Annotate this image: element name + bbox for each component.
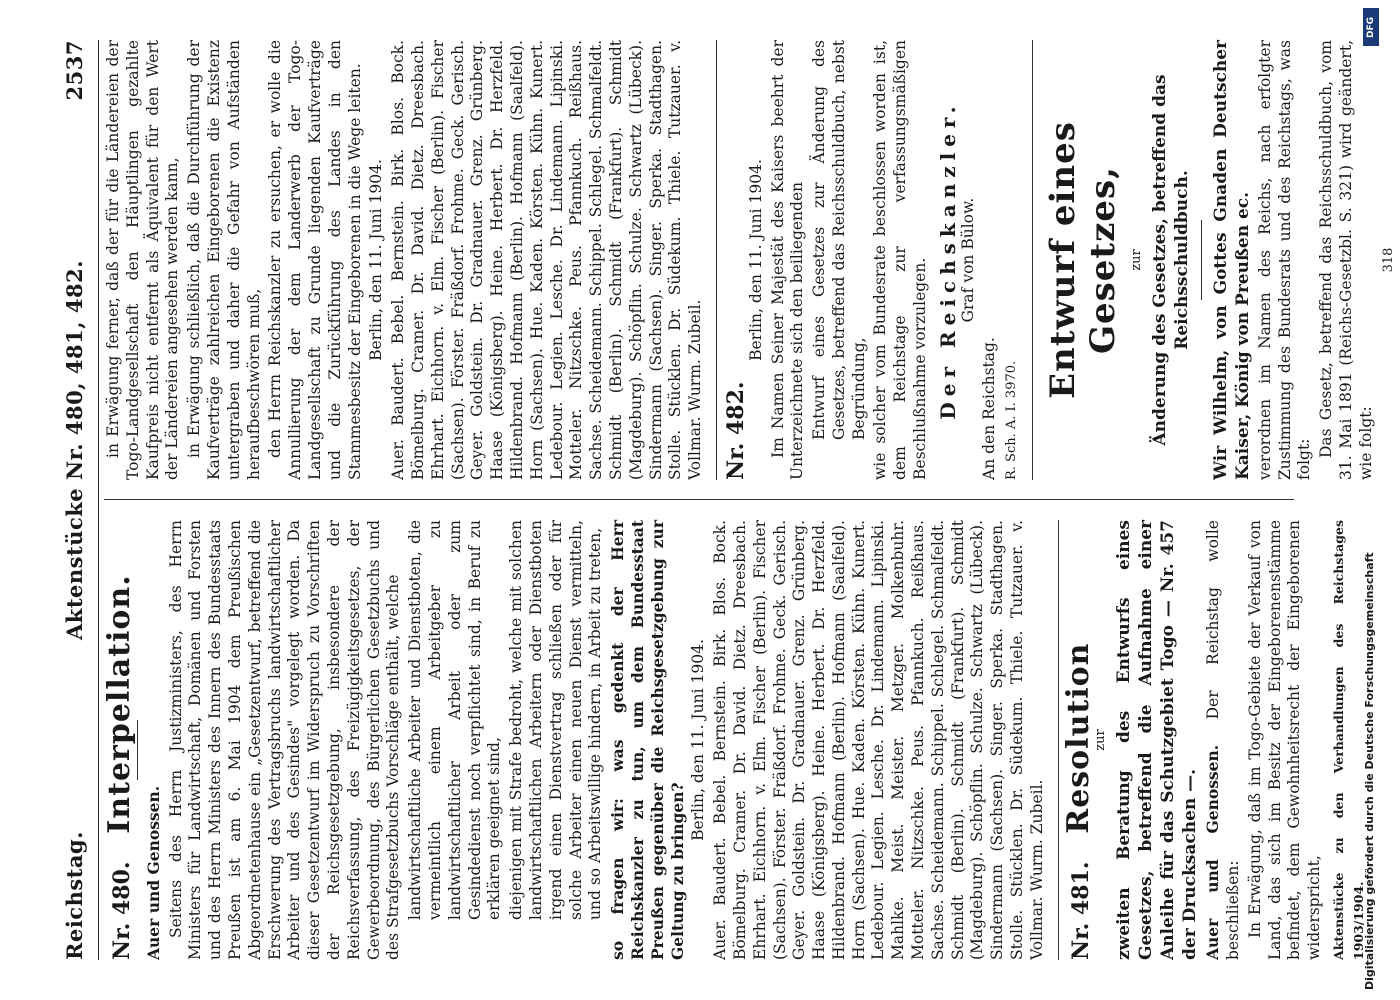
nr481-number: Nr. 481. [1067, 861, 1094, 960]
signature-name: Graf von Bülow. [958, 197, 977, 323]
header-center: Aktenstücke Nr. 480, 481, 482. [62, 260, 87, 640]
section-rule [716, 40, 717, 480]
nr480-number: Nr. 480. [109, 861, 135, 960]
draft-enactment: verordnen im Namen des Reichs, nach erfolgter Zustimmung des Bundesrats und des Reichstags, was folgt: [1255, 40, 1314, 480]
nr482-paragraph-1: Im Namen Seiner Majestät des Kaisers beehrt der Unterzeichnete sich den beiliegenden [768, 40, 807, 480]
page-footer: Aktenstücke zu den Verhandlungen des Reichstages 1903/1904. [1331, 520, 1366, 960]
section-rule [1058, 520, 1059, 960]
draft-article: Das Gesetz, betreffend das Reichsschuldbuch, vom 31. Mai 1891 (Reichs-Gesetzbl. S. 321) wird geändert, wie folgt: [1317, 40, 1375, 480]
draft-title: Entwurf eines Gesetzes, [1043, 121, 1124, 399]
nr480-paragraph: Seitens des Herrn Justizministers, des Herrn Ministers für Landwirtschaft, Domänen und Forsten und des Herrn Ministers des Innern des Bundesstaats Preußen ist am 6. Mai 1904 dem Preußischen Abgeordnetenhause ein „Gesetzentwurf, betreffend die Erschwerung des Vertragsbruchs landwirtschaftlicher Arbeiter und des Gesindes" vorgelegt worden. Da dieser Gesetzentwurf im Widerspruch zu Vorschriften der Reichsgesetzgebung, insbesondere der Reichsverfassung, des Freizügigkeitsgesetzes, der Gewerbeordnung, des Bürgerlichen Gesetzbuchs und des Strafgesetzbuchs Vorschläge enthält, welche [166, 520, 403, 960]
nr480-date: Berlin, den 11. Juni 1904. [689, 639, 708, 841]
nr481-subject: zweiten Beratung des Entwurfs eines Gesetzes, betreffend die Aufnahme einer Anleihe für das Schutzgebiet Togo — Nr. 457 der Drucksachen —. [1114, 520, 1201, 960]
r-signers: Auer. Baudert. Bebel. Bernstein. Birk. Blos. Bock. Bömelburg. Cramer. Dr. David. Dietz. Dreesbach. Ehrhart. Eichhorn. v. Elm. Fischer (Berlin). Fischer (Sachsen). Förster. Fräßdorf. Frohme. Geck. Gerisch. Geyer. Goldstein. Dr. Gradnauer. Grenz. Grünberg. Haase (Königsberg). Heine. Herbert. Dr. Herzfeld. Hildenbrand. Hofmann (Berlin). Hofmann (Saalfeld). Horn (Sachsen). Hue. Kaden. Körsten. Kühn. Kunert. Ledebour. Legien. Lesche. Dr. Lindemann. Lipinski. Motteler. Nitzschke. Peus. Pfannkuch. Reißhaus. Sachse. Scheidemann. Schippel. Schlegel. Schmalfeldt. Schmidt (Berlin). Schmidt (Frankfurt). Schmidt (Magdeburg). Schöpflin. Schulze. Schwartz (Lübeck). Sindermann (Sachsen). Singer. Sperka. Stadthagen. Stolle. Stücklen. Dr. Südekum. Thiele. Tutzauer. v. Vollmar. Wurm. Zubeil. [389, 40, 705, 480]
r-paragraph-3: den Herrn Reichskanzler zu ersuchen, er wolle die Annullierung der dem Landerwerb der Togo-Landgesellschaft zu Grunde liegenden Kaufverträge und die Zurückführung des Landes in den Stammesbesitz der Eingeborenen in die Wege leiten. [266, 40, 364, 480]
nr480-movers: Auer und Genossen. [143, 785, 163, 960]
running-header [62, 40, 92, 960]
signature-title: Der Reichskanzler. [935, 100, 960, 420]
nr482-paragraph-2: Entwurf eines Gesetzes zur Änderung des Gesetzes, betreffend das Reichsschuldbuch, nebst Begründung, [810, 40, 868, 440]
left-column [104, 520, 1371, 960]
nr481-paragraph: In Erwägung, daß im Togo-Gebiete der Verkauf von Land, das sich im Besitz der Eingeborenenstämme befindet, dem Gewohnheitsrecht der Eingeborenen widerspricht, [1245, 520, 1324, 960]
right-column [104, 40, 1400, 480]
nr480-heading [102, 520, 137, 960]
nr481-title: Resolution [1060, 642, 1096, 834]
nr480-title: Interpellation. [102, 574, 137, 834]
credit-text: Digitalisierung gefördert durch die Deutsche Forschungsgemeinschaft [1363, 552, 1376, 990]
header-rule [98, 40, 99, 960]
nr482-paragraph-3: wie solcher vom Bundesrate beschlossen worden ist, dem Reichstage zur verfassungsmäßigen Beschlußnahme vorzulegen. [871, 40, 930, 480]
nr482-addressee: An den Reichstag. [980, 337, 999, 480]
section-rule [1032, 40, 1033, 480]
r-paragraph-2: in Erwägung schließlich, daß die Durchführung der Kaufverträge zahlreichen Eingeborenen die Existenz untergraben und daher die Gefahr von Aufständen heraufbeschwören muß, [185, 40, 263, 480]
nr481-heading [1060, 520, 1096, 960]
nr480-point-1: landwirtschaftliche Arbeiter und Dienstboten, die vermeintlich einem Arbeitgeber zu landwirtschaftlicher Arbeit oder zum Gesindedienst noch verpflichtet sind, in Beruf zu erklären geeignet sind, [406, 520, 504, 920]
header-page-number: 2537 [62, 40, 87, 101]
nr480-point-2: diejenigen mit Strafe bedroht, welche mit solchen landwirtschaftlichen Arbeitern oder Dienstboten irgend einen Dienstvertrag schließen oder für solche Arbeiter einen neuen Dienst vermitteln, und so Arbeitswillige hindern, in Arbeit zu treten, [507, 520, 605, 920]
r-date: Berlin, den 11. Juni 1904. [367, 159, 386, 361]
dfg-logo: DFG [1363, 8, 1379, 46]
draft-subject: Änderung des Gesetzes, betreffend das Reichsschuldbuch. [1149, 74, 1192, 446]
nr480-question: so fragen wir: was gedenkt der Herr Reichskanzler zu tun, um dem Bundesstaat Preußen gegenüber die Reichsgesetzgebung zur Geltung zu bringen? [608, 520, 687, 960]
nr482-date: Berlin, den 11. Juni 1904. [746, 159, 765, 361]
draft-preamble: Wir Wilhelm, von Gottes Gnaden Deutscher Kaiser, König von Preußen ec. [1210, 40, 1253, 480]
nr482-heading [722, 40, 749, 480]
separator [1201, 220, 1202, 300]
nr480-signers: Auer. Baudert. Bebel. Bernstein. Birk. Blos. Bock. Bömelburg. Cramer. Dr. David. Dietz. Dreesbach. Ehrhart. Eichhorn. v. Elm. Fischer (Berlin). Fischer (Sachsen). Förster. Fräßdorf. Frohme. Geck. Gerisch. Geyer. Goldstein. Dr. Gradnauer. Grenz. Grünberg. Haase (Königsberg). Heine. Herbert. Dr. Herzfeld. Hildenbrand. Hofmann (Berlin). Hofmann (Saalfeld). Horn (Sachsen). Hue. Kaden. Körsten. Kühn. Kunert. Ledebour. Legien. Lesche. Dr. Lindemann. Lipinski. Mahlke. Meist. Meister. Metzger. Molkenbuhr. Motteler. Nitzschke. Peus. Pfannkuch. Reißhaus. Sachse. Scheidemann. Schippel. Schlegel. Schmalfeldt. Schmidt (Berlin). Schmidt (Frankfurt). Schmidt (Magdeburg). Schöpflin. Schulze. Schwartz (Lübeck). Sindermann (Sachsen). Singer. Sperka. Stadthagen. Stolle. Stücklen. Dr. Südekum. Thiele. Tutzauer. v. Vollmar. Wurm. Zubeil. [711, 520, 1046, 960]
column-divider [104, 499, 1294, 500]
nr481-zur: zur [1093, 729, 1109, 751]
r-paragraph-1: in Erwägung ferner, daß der für die Ländereien der Togo-Landgesellschaft den Häuptlingen gezahlte Kaufpreis nicht entfernt als Äquivalent für den Wert der Ländereien angesehen werden kann, [104, 40, 182, 480]
draft-zur: zur [1129, 249, 1145, 271]
digitization-credit [1363, 10, 1377, 990]
nr482-number: Nr. 482. [722, 381, 749, 480]
page-reference: 318 [1380, 247, 1396, 273]
nr482-reference: R. Sch. A. I. 3970. [1004, 360, 1020, 480]
nr481-movers: Auer und Genossen. Der Reichstag wolle beschließen: [1203, 520, 1243, 960]
header-left: Reichstag. [62, 831, 87, 960]
